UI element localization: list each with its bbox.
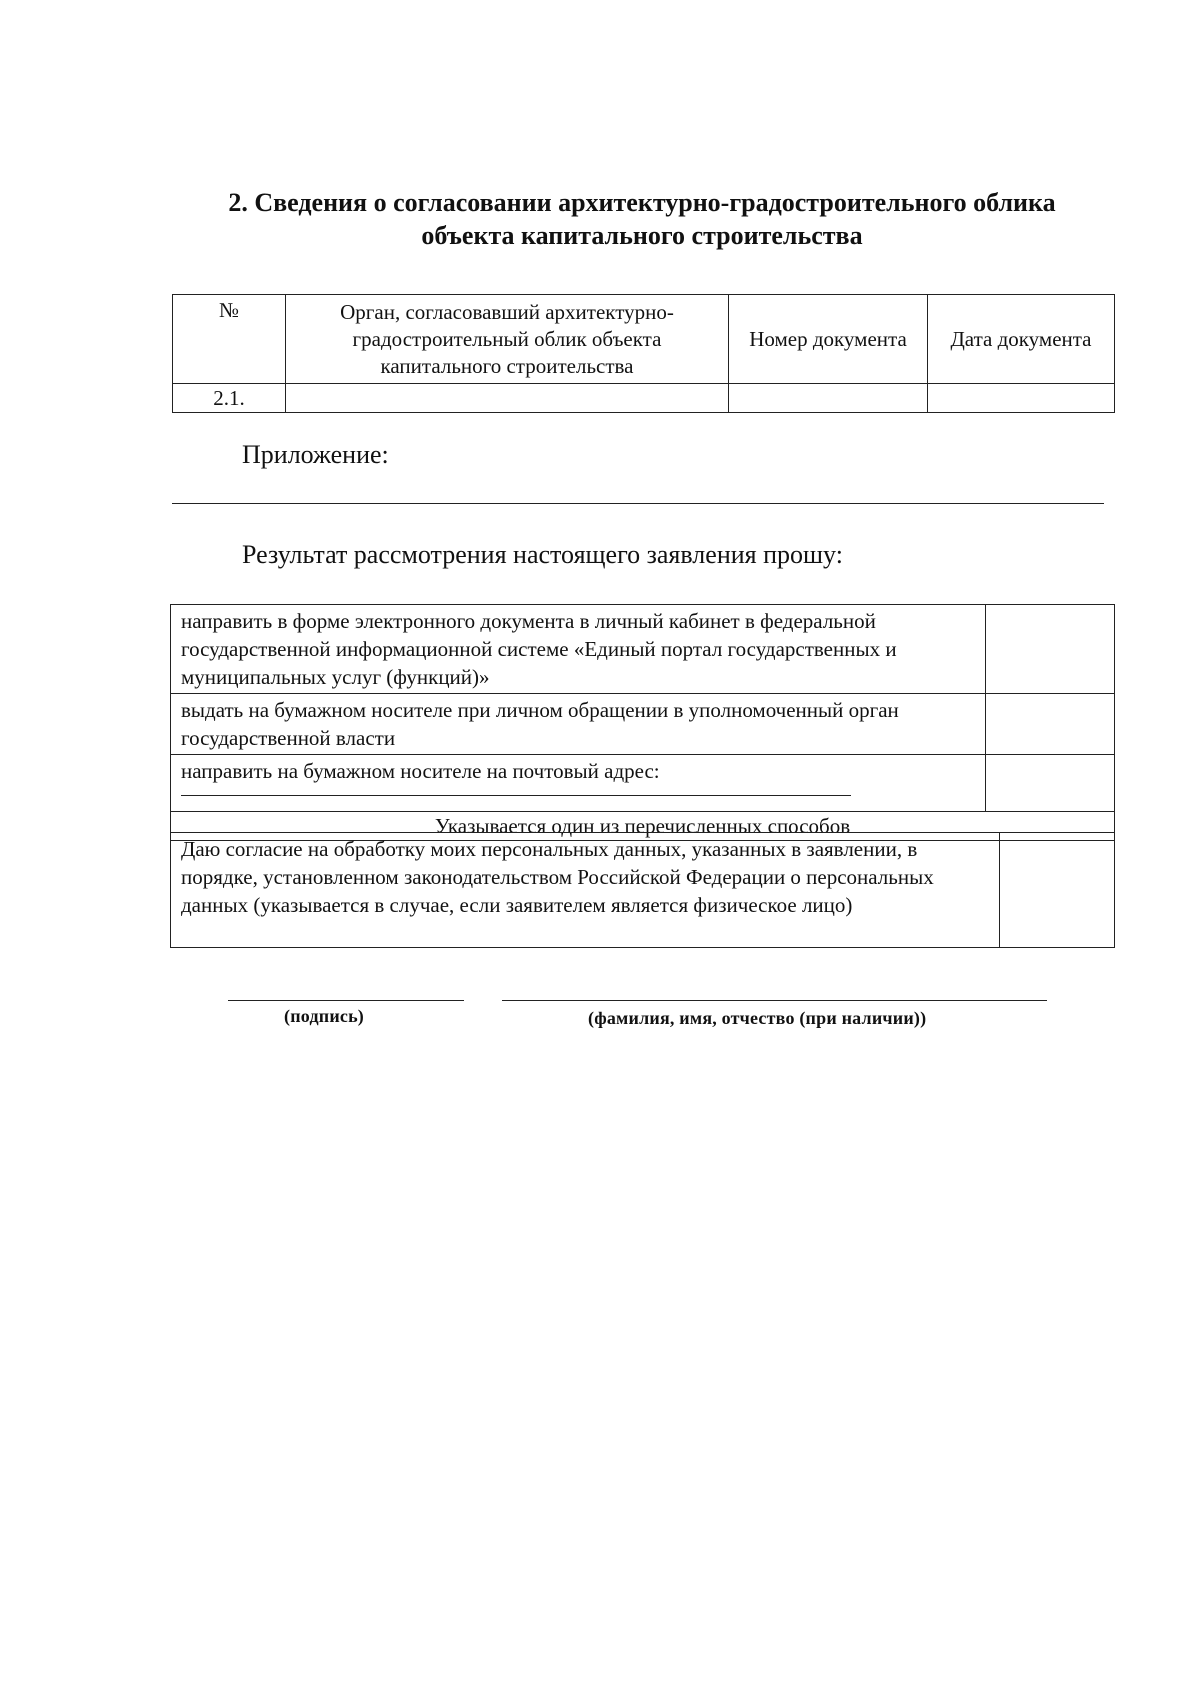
section-title xyxy=(170,186,1114,252)
consent-checkbox[interactable] xyxy=(1000,833,1115,948)
appendix-line[interactable] xyxy=(172,503,1104,504)
cell-row-number: 2.1. xyxy=(173,384,286,413)
approval-table-header xyxy=(173,295,1115,384)
header-document-date: Дата документа xyxy=(928,295,1115,384)
delivery-options-table xyxy=(170,604,1115,841)
signature-line[interactable] xyxy=(228,1000,464,1001)
delivery-option-in-person xyxy=(171,694,1115,755)
signature-label: (подпись) xyxy=(284,1006,364,1026)
delivery-option-text: направить на бумажном носителе на почтовый адрес: xyxy=(181,759,660,783)
header-document-number: Номер документа xyxy=(729,295,928,384)
cell-authority[interactable] xyxy=(286,384,729,413)
full-name-label: (фамилия, имя, отчество (при наличии)) xyxy=(588,1008,927,1028)
section-title-line-2: объекта капитального строительства xyxy=(421,221,863,250)
delivery-option-text: выдать на бумажном носителе при личном обращении в уполномоченный орган государственной власти xyxy=(171,694,986,755)
delivery-option-text: направить в форме электронного документа в личный кабинет в федеральной государственной информационной системе «Единый портал государственных и муниципальных услуг (функций)» xyxy=(171,605,986,694)
consent-text: Даю согласие на обработку моих персональных данных, указанных в заявлении, в порядке, установленном законодательством Российской Федерации о персональных данных (указывается в случае, если заявителем является физическое лицо) xyxy=(171,833,1000,948)
consent-table xyxy=(170,832,1115,948)
header-number: № xyxy=(173,295,286,384)
delivery-option-mail-cell xyxy=(171,755,986,812)
postal-address-line[interactable] xyxy=(181,795,851,796)
header-authority: Орган, согласовавший архитектурно-градостроительный облик объекта капитального строительства xyxy=(286,295,729,384)
consent-row xyxy=(171,833,1115,948)
approval-table xyxy=(172,294,1115,413)
delivery-option-checkbox[interactable] xyxy=(986,755,1115,812)
result-label: Результат рассмотрения настоящего заявления прошу: xyxy=(242,540,843,569)
delivery-option-checkbox[interactable] xyxy=(986,605,1115,694)
full-name-line[interactable] xyxy=(502,1000,1047,1001)
delivery-option-mail xyxy=(171,755,1115,812)
table-row xyxy=(173,384,1115,413)
appendix-label: Приложение: xyxy=(242,440,389,469)
cell-document-date[interactable] xyxy=(928,384,1115,413)
delivery-note: Указывается один из перечисленных способов xyxy=(171,812,1115,841)
delivery-option-checkbox[interactable] xyxy=(986,694,1115,755)
delivery-option-electronic xyxy=(171,605,1115,694)
section-title-line-1: 2. Сведения о согласовании архитектурно-градостроительного облика xyxy=(228,188,1056,217)
cell-document-number[interactable] xyxy=(729,384,928,413)
